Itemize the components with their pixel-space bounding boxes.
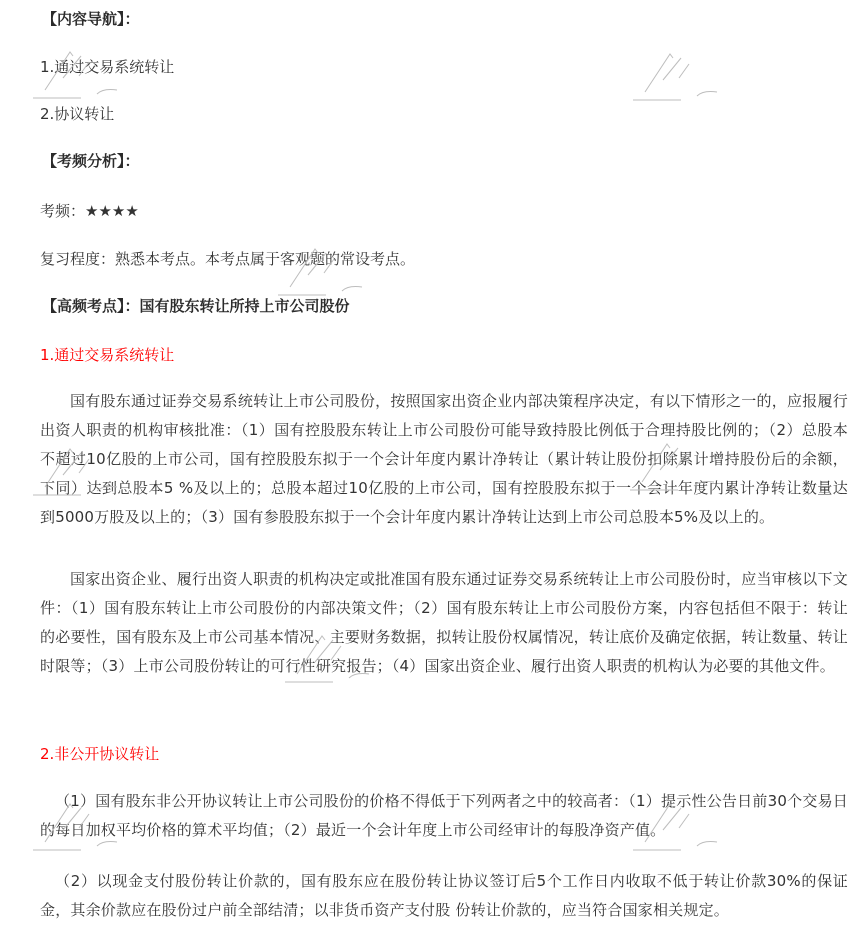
watermark-icon	[633, 50, 723, 105]
section-2-paragraph-1: （1）国有股东非公开协议转让上市公司股份的价格不得低于下列两者之中的较高者：（1）提示性公告日前30个交易日的每日加权平均价格的算术平均值；（2）最近一个会计年度上市公司经审计的每股净资产值。	[40, 792, 848, 839]
nav-item-1: 1.通过交易系统转让	[40, 58, 175, 76]
nav-item-2: 2.协议转让	[40, 105, 115, 123]
section-1-paragraph-2: 国家出资企业、履行出资人职责的机构决定或批准国有股东通过证券交易系统转让上市公司股份时，应当审核以下文件：（1）国有股东转让上市公司股份的内部决策文件；（2）国有股东转让上市公司股份方案，内容包括但不限于：转让的必要性，国有股东及上市公司基本情况、主要财务数据，拟转让股份权属情况，转让底价及确定依据，转让数量、转让时限等；（3）上市公司股份转让的可行性研究报告；（4）国家出资企业、履行出资人职责的机构认为必要的其他文件。	[40, 570, 848, 675]
review-level: 复习程度：熟悉本考点。本考点属于客观题的常设考点。	[40, 250, 416, 268]
section-2-paragraph-2: （2）以现金支付股份转让价款的，国有股东应在股份转让协议签订后5个工作日内收取不低于转让价款30%的保证金，其余价款应在股份过户前全部结清；以非货币资产支付股 份转让价款的，应当符合国家相关规定。	[40, 872, 848, 919]
frequency-rating: 考频：★★★★	[40, 202, 139, 220]
section-2-title: 2.非公开协议转让	[40, 745, 160, 763]
section-1-title: 1.通过交易系统转让	[40, 346, 175, 364]
topic-heading: 【高频考点】：国有股东转让所持上市公司股份	[42, 297, 350, 315]
section-1-paragraph-1: 国有股东通过证券交易系统转让上市公司股份，按照国家出资企业内部决策程序决定，有以下情形之一的，应报履行出资人职责的机构审核批准：（1）国有控股股东转让上市公司股份可能导致持股比例低于合理持股比例的；（2）总股本不超过10亿股的上市公司，国有控股股东拟于一个会计年度内累计净转让（累计转让股份扣除累计增持股份后的余额，下同）达到总股本5 %及以上的；总股本超过10亿股的上市公司，国有控股股东拟于一个会计年度内累计净转让数量达到5000万股及以上的；（3）国有参股股东拟于一个会计年度内累计净转让达到上市公司总股本5%及以上的。	[40, 392, 848, 526]
analysis-heading: 【考频分析】：	[42, 152, 140, 170]
nav-heading: 【内容导航】：	[42, 10, 140, 28]
